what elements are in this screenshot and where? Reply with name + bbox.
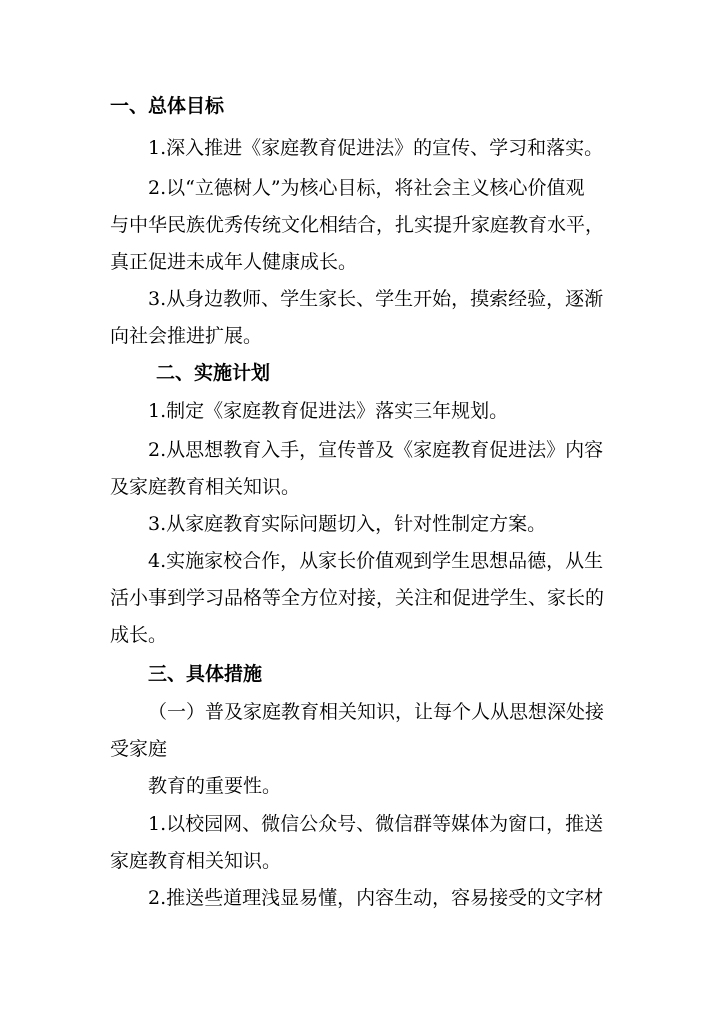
section-heading-2: 二、实施计划 <box>156 362 271 384</box>
paragraph-line: 受家庭 <box>110 738 168 760</box>
section-heading-1: 一、总体目标 <box>110 95 225 117</box>
paragraph-line: 与中华民族优秀传统文化相结合，扎实提升家庭教育水平， <box>110 214 605 236</box>
paragraph-line: 4.实施家校合作，从家长价值观到学生思想品德，从生 <box>148 550 604 572</box>
paragraph-line: 2.从思想教育入手，宣传普及《家庭教育促进法》内容 <box>148 439 604 461</box>
paragraph-line: 教育的重要性。 <box>148 775 282 797</box>
paragraph-line: 1.以校园网、微信公众号、微信群等媒体为窗口，推送 <box>148 813 604 835</box>
section-heading-3: 三、具体措施 <box>148 663 263 685</box>
paragraph-line: 2.以“立德树人”为核心目标，将社会主义核心价值观 <box>148 177 585 199</box>
paragraph-line: 成长。 <box>110 624 168 646</box>
paragraph-line: 真正促进未成年人健康成长。 <box>110 251 358 273</box>
paragraph-line: 活小事到学习品格等全方位对接，关注和促进学生、家长的 <box>110 587 605 609</box>
paragraph-line <box>148 134 628 162</box>
paragraph-line: 3.从家庭教育实际问题切入，针对性制定方案。 <box>148 513 547 535</box>
paragraph-line: 家庭教育相关知识。 <box>110 850 282 872</box>
paragraph-line: 3.从身边教师、学生家长、学生开始，摸索经验，逐渐 <box>148 288 604 310</box>
paragraph-line: 2.推送些道理浅显易懂，内容生动，容易接受的文字材 <box>148 887 604 909</box>
paragraph-line: 1.制定《家庭教育促进法》落实三年规划。 <box>148 400 509 422</box>
line-text: 1.深入推进《家庭教育促进法》的宣传、学习和落实。 <box>148 137 604 159</box>
paragraph-line: 向社会推进扩展。 <box>110 325 263 347</box>
paragraph-line: 及家庭教育相关知识。 <box>110 476 301 498</box>
paragraph-line: （一）普及家庭教育相关知识，让每个人从思想深处接 <box>148 701 605 723</box>
